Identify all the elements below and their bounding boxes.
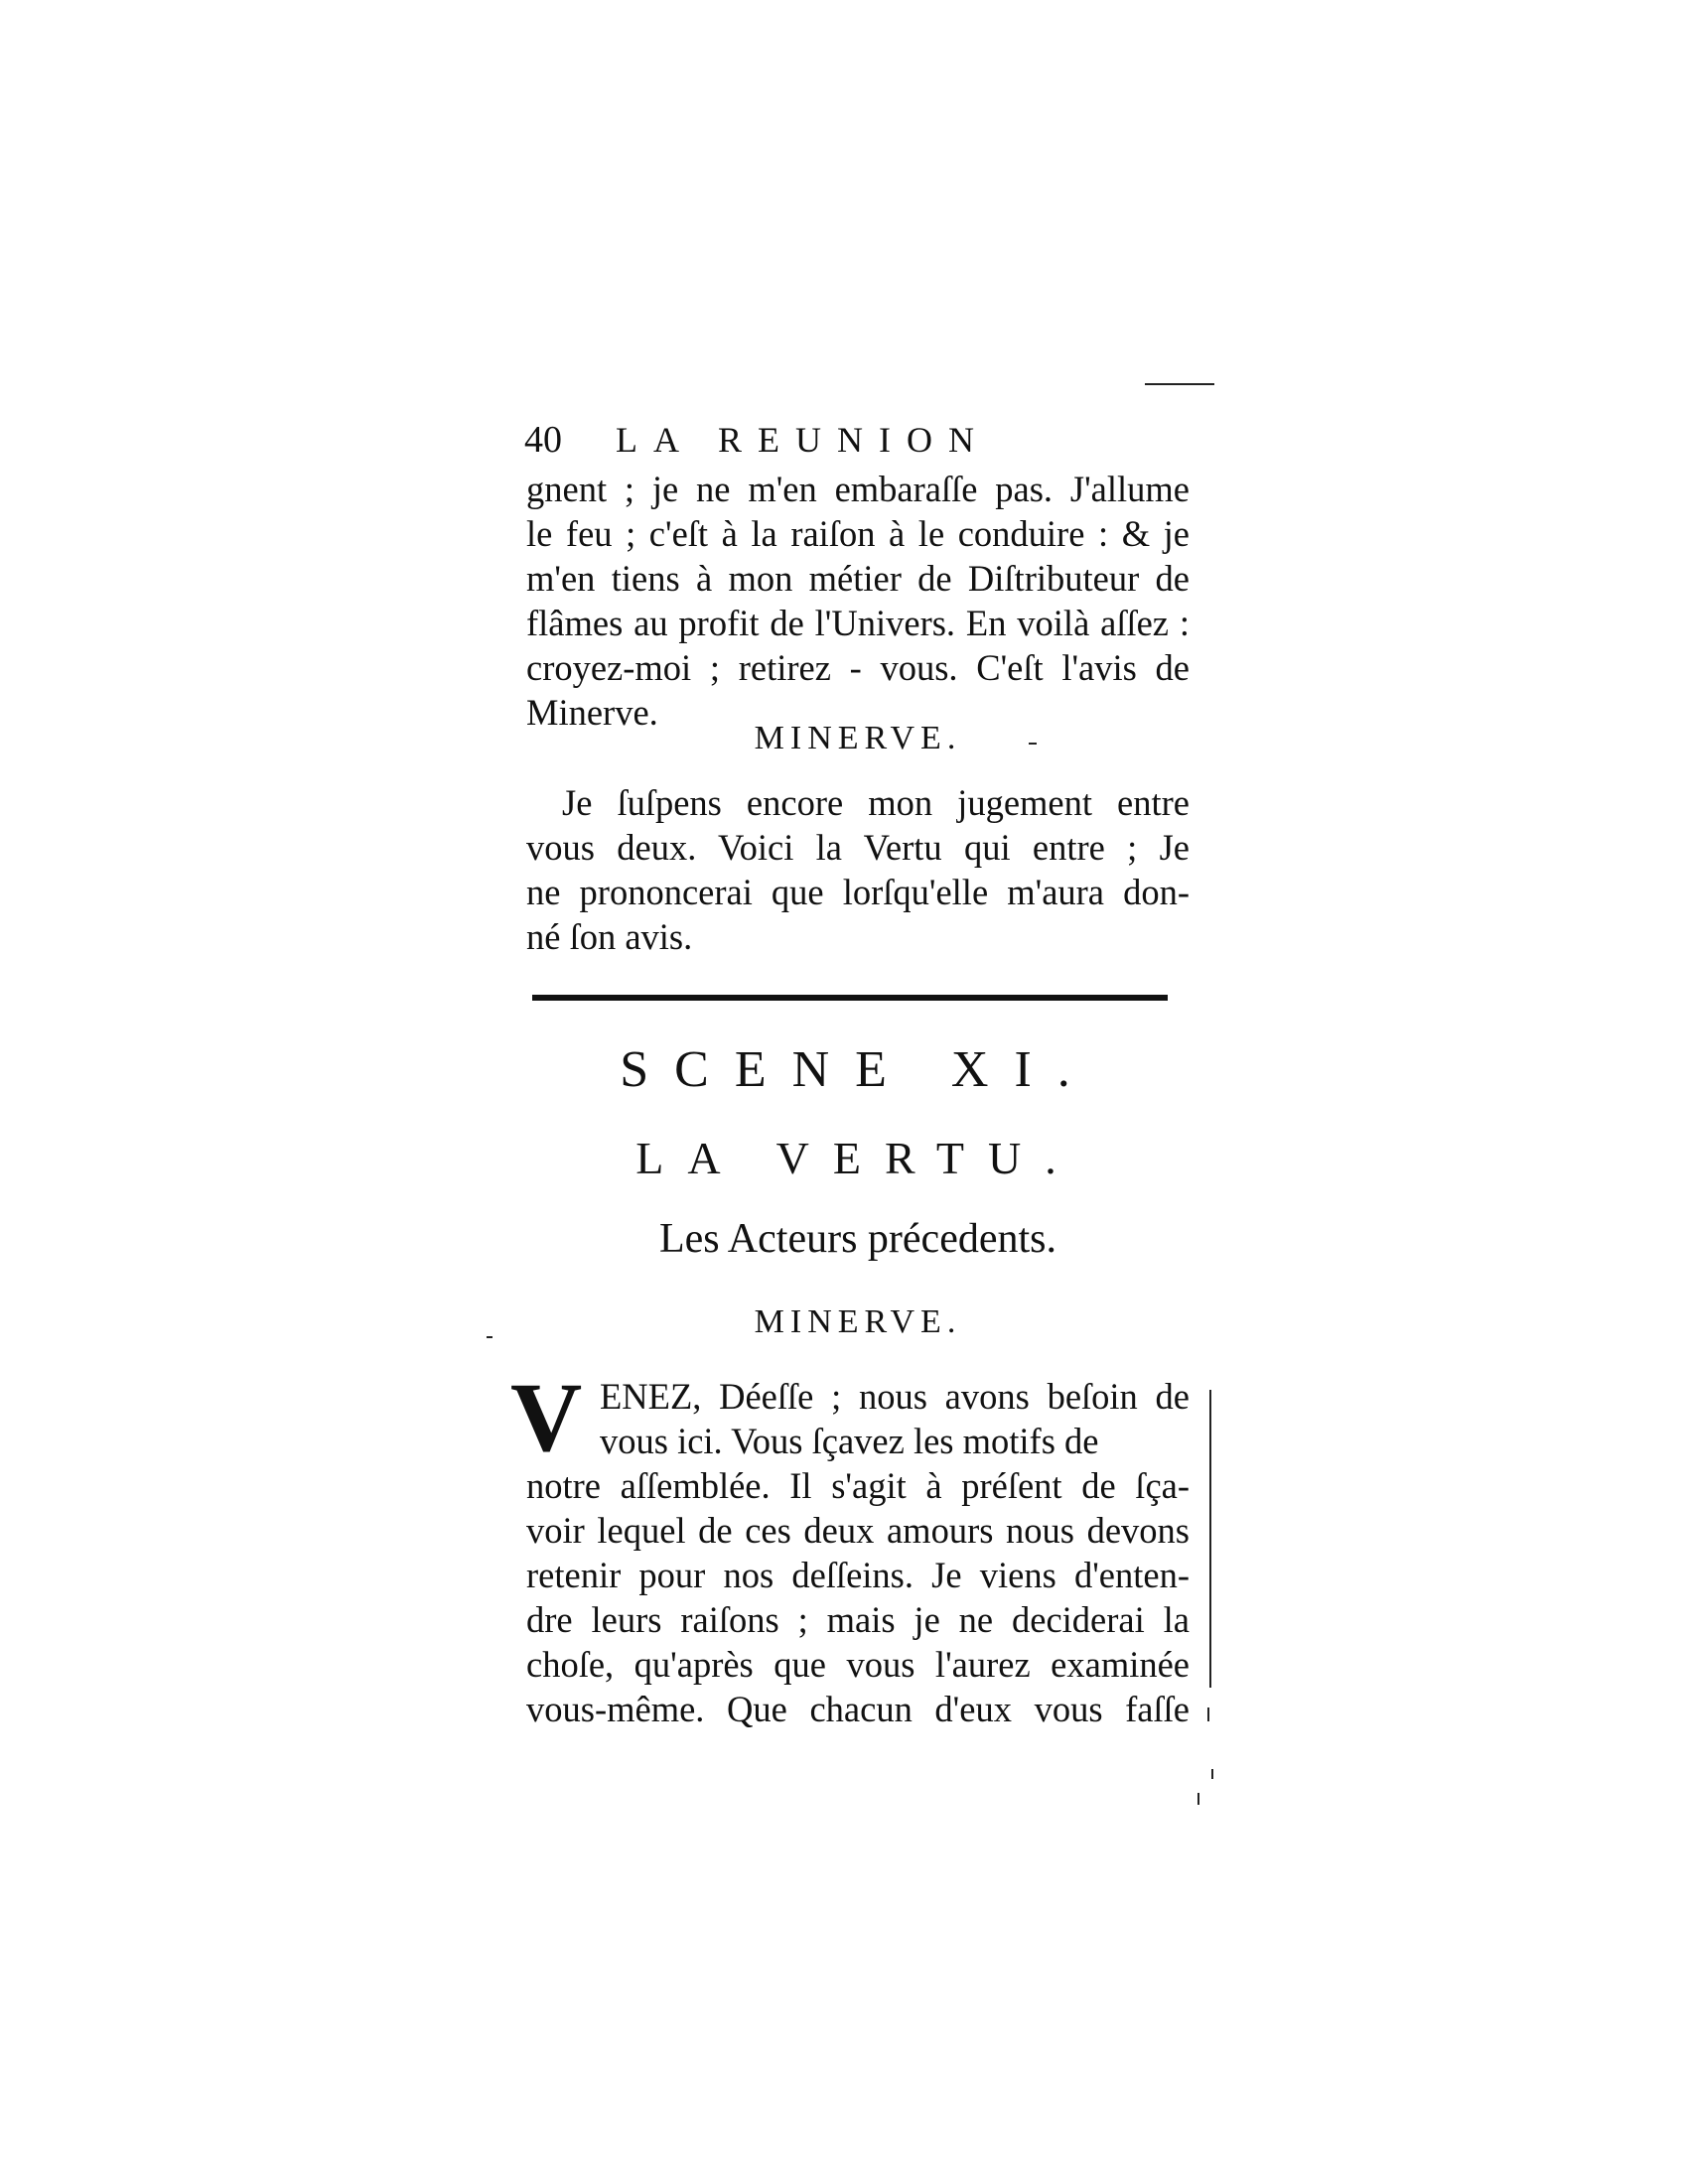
scan-speck (1211, 1769, 1213, 1779)
text-line: gnent ; je ne m'en embaraſſe pas. J'allume (526, 469, 1190, 509)
passage-three-indented (600, 1374, 1190, 1463)
page-number: 40 (524, 419, 562, 461)
text-line: ENEZ, Déeſſe ; nous avons beſoin de (600, 1376, 1190, 1417)
speaker-name: MINERVE. (754, 1303, 962, 1340)
text-line: vous ici. Vous ſçavez les motifs de (600, 1421, 1099, 1461)
text-line: Je ſuſpens encore mon jugement entre (562, 782, 1190, 823)
stage-direction: Les Acteurs précedents. (658, 1216, 1056, 1262)
text-line: vous deux. Voici la Vertu qui entre ; Je (526, 827, 1190, 868)
drop-cap: V (510, 1362, 583, 1472)
text-line: le feu ; c'eſt à la raiſon à le conduire : & je (526, 513, 1190, 554)
text-line: né ſon avis. (526, 916, 693, 957)
character-heading: LA VERTU. (635, 1133, 1080, 1183)
scene-heading: SCENE XI. (620, 1041, 1096, 1098)
scan-speck (1197, 1793, 1199, 1805)
text-line: dre leurs raiſons ; mais je ne deciderai la (526, 1599, 1190, 1640)
running-title: LA REUNION (616, 420, 990, 460)
passage-one (526, 467, 1190, 735)
running-head (524, 415, 1199, 465)
scan-speck (1207, 1707, 1209, 1721)
text-line: choſe, qu'après que vous l'aurez examinée (526, 1644, 1190, 1685)
scan-speck (487, 1336, 492, 1338)
top-rule (1145, 383, 1214, 385)
text-line: croyez-moi ; retirez - vous. C'eſt l'avis de (526, 647, 1190, 688)
section-divider (532, 995, 1168, 1001)
text-line: vous-même. Que chacun d'eux vous faſſe (526, 1689, 1190, 1729)
text-line: m'en tiens à mon métier de Diſtributeur de (526, 558, 1190, 599)
text-line: flâmes au profit de l'Univers. En voilà aſſez : (526, 603, 1190, 643)
text-line: ne prononcerai que lorſqu'elle m'aura don- (526, 872, 1190, 912)
speaker-name: MINERVE. (754, 720, 962, 756)
text-line: voir lequel de ces deux amours nous devons (526, 1510, 1190, 1551)
text-line: Minerve. (526, 692, 658, 733)
text-line: notre aſſemblée. Il s'agit à préſent de ſça- (526, 1465, 1190, 1506)
scan-speck (1029, 743, 1037, 745)
margin-line-mark (1209, 1390, 1211, 1688)
passage-three (526, 1463, 1190, 1731)
passage-two (526, 780, 1190, 959)
text-line: retenir pour nos deſſeins. Je viens d'enten- (526, 1555, 1190, 1595)
